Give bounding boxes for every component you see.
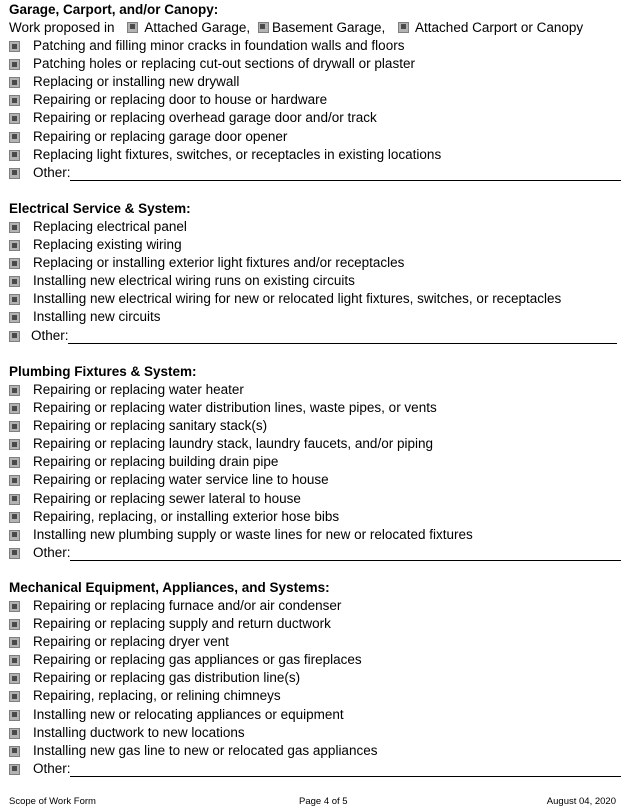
mechanical-item	[9, 651, 621, 669]
garage-item	[9, 109, 621, 127]
plumbing-item-label: Installing new plumbing supply or waste lines for new or relocated fixtures	[33, 526, 473, 542]
mechanical-item-checkbox[interactable]	[9, 655, 20, 666]
mechanical-item	[9, 669, 621, 687]
plumbing-item-label: Repairing or replacing water service line to house	[33, 472, 329, 488]
plumbing-item-label: Repairing or replacing laundry stack, laundry faucets, and/or piping	[33, 436, 433, 452]
plumbing-item	[9, 399, 621, 417]
mechanical-item-checkbox[interactable]	[9, 746, 20, 757]
mechanical-item-label: Repairing or replacing supply and return ductwork	[33, 616, 331, 632]
garage-item-checkbox[interactable]	[9, 132, 20, 143]
plumbing-item	[9, 526, 621, 544]
work-proposed-row	[9, 19, 621, 37]
plumbing-item-checkbox[interactable]	[9, 385, 20, 396]
garage-other-row	[9, 164, 621, 182]
garage-heading: Garage, Carport, and/or Canopy:	[9, 2, 219, 17]
plumbing-item-checkbox[interactable]	[9, 512, 20, 523]
mechanical-item-checkbox[interactable]	[9, 637, 20, 648]
garage-items	[9, 37, 621, 164]
basement-garage-checkbox[interactable]	[258, 22, 269, 33]
electrical-other-checkbox[interactable]	[9, 331, 20, 342]
mechanical-item-label: Repairing or replacing gas distribution line(s)	[33, 670, 301, 686]
mechanical-item	[9, 706, 621, 724]
mechanical-other-label: Other:	[33, 760, 71, 776]
plumbing-item-label: Repairing or replacing water distribution lines, waste pipes, or vents	[33, 400, 437, 416]
mechanical-items	[9, 597, 621, 760]
attached-garage-checkbox[interactable]	[127, 22, 138, 33]
garage-other-label: Other:	[33, 164, 71, 180]
electrical-item	[9, 254, 621, 272]
electrical-item	[9, 218, 621, 236]
mechanical-item-label: Repairing or replacing gas appliances or gas fireplaces	[33, 652, 362, 668]
garage-item-checkbox[interactable]	[9, 41, 20, 52]
plumbing-item-checkbox[interactable]	[9, 403, 20, 414]
plumbing-item	[9, 453, 621, 471]
basement-garage-label: Basement Garage,	[271, 20, 386, 35]
plumbing-item-checkbox[interactable]	[9, 439, 20, 450]
plumbing-item-checkbox[interactable]	[9, 494, 20, 505]
plumbing-heading: Plumbing Fixtures & System:	[9, 364, 197, 379]
electrical-section	[9, 200, 621, 345]
electrical-item-checkbox[interactable]	[9, 258, 20, 269]
garage-item	[9, 55, 621, 73]
garage-item-checkbox[interactable]	[9, 59, 20, 70]
electrical-item-label: Installing new circuits	[33, 309, 161, 325]
mechanical-other-input[interactable]	[70, 762, 621, 777]
garage-item-label: Repairing or replacing door to house or hardware	[33, 92, 328, 108]
plumbing-item-label: Repairing, replacing, or installing exterior hose bibs	[33, 508, 340, 524]
garage-item-checkbox[interactable]	[9, 95, 20, 106]
garage-item-checkbox[interactable]	[9, 150, 20, 161]
plumbing-other-input[interactable]	[70, 546, 621, 561]
electrical-item	[9, 236, 621, 254]
mechanical-heading: Mechanical Equipment, Appliances, and Systems:	[9, 580, 330, 595]
plumbing-item-checkbox[interactable]	[9, 475, 20, 486]
mechanical-section	[9, 579, 621, 778]
electrical-item-label: Installing new electrical wiring for new or relocated light fixtures, switches, or receptacles	[33, 291, 562, 307]
mechanical-other-row	[9, 760, 621, 778]
garage-item	[9, 128, 621, 146]
plumbing-item-checkbox[interactable]	[9, 421, 20, 432]
plumbing-items	[9, 381, 621, 544]
plumbing-item-checkbox[interactable]	[9, 530, 20, 541]
mechanical-item-checkbox[interactable]	[9, 728, 20, 739]
electrical-item-label: Replacing or installing exterior light fixtures and/or receptacles	[33, 255, 405, 271]
work-proposed-label: Work proposed in	[9, 20, 115, 35]
plumbing-item	[9, 508, 621, 526]
mechanical-item-checkbox[interactable]	[9, 619, 20, 630]
mechanical-item	[9, 633, 621, 651]
plumbing-other-checkbox[interactable]	[9, 548, 20, 559]
electrical-item-label: Installing new electrical wiring runs on existing circuits	[33, 273, 355, 289]
footer-date: August 04, 2020	[546, 796, 616, 807]
mechanical-item	[9, 687, 621, 705]
electrical-item-checkbox[interactable]	[9, 294, 20, 305]
mechanical-item-checkbox[interactable]	[9, 710, 20, 721]
garage-item-label: Repairing or replacing overhead garage door and/or track	[33, 110, 377, 126]
garage-item-checkbox[interactable]	[9, 77, 20, 88]
mechanical-item	[9, 597, 621, 615]
plumbing-section	[9, 363, 621, 562]
electrical-other-label: Other:	[31, 327, 69, 343]
plumbing-item	[9, 471, 621, 489]
footer-page-number: Page 4 of 5	[299, 796, 348, 807]
garage-item-label: Replacing or installing new drywall	[33, 74, 240, 90]
electrical-item	[9, 290, 621, 308]
plumbing-item	[9, 417, 621, 435]
attached-carport-label: Attached Carport or Canopy	[415, 20, 584, 35]
electrical-other-input[interactable]	[68, 329, 617, 344]
electrical-item-checkbox[interactable]	[9, 312, 20, 323]
plumbing-item-label: Repairing or replacing building drain pipe	[33, 454, 279, 470]
electrical-item-checkbox[interactable]	[9, 222, 20, 233]
plumbing-item-label: Repairing or replacing sewer lateral to house	[33, 490, 301, 506]
garage-item	[9, 73, 621, 91]
plumbing-item	[9, 381, 621, 399]
garage-item-label: Patching holes or replacing cut-out sections of drywall or plaster	[33, 56, 415, 72]
plumbing-item-checkbox[interactable]	[9, 457, 20, 468]
mechanical-item-checkbox[interactable]	[9, 673, 20, 684]
garage-other-checkbox[interactable]	[9, 168, 20, 179]
mechanical-item	[9, 615, 621, 633]
garage-item-label: Replacing light fixtures, switches, or receptacles in existing locations	[33, 146, 442, 162]
plumbing-item-label: Repairing or replacing sanitary stack(s)	[33, 418, 268, 434]
mechanical-item-label: Installing ductwork to new locations	[33, 724, 245, 740]
electrical-item	[9, 308, 621, 326]
garage-item-checkbox[interactable]	[9, 113, 20, 124]
plumbing-other-label: Other:	[33, 544, 71, 560]
mechanical-item-label: Installing new gas line to new or relocated gas appliances	[33, 742, 378, 758]
mechanical-item-label: Repairing, replacing, or relining chimneys	[33, 688, 281, 704]
mechanical-other-checkbox[interactable]	[9, 764, 20, 775]
mechanical-item-checkbox[interactable]	[9, 691, 20, 702]
garage-item	[9, 37, 621, 55]
garage-section	[9, 1, 621, 182]
electrical-other-row	[9, 327, 621, 345]
garage-item-label: Patching and filling minor cracks in foundation walls and floors	[33, 38, 405, 54]
electrical-items	[9, 218, 621, 327]
mechanical-item	[9, 742, 621, 760]
plumbing-item	[9, 435, 621, 453]
electrical-heading: Electrical Service & System:	[9, 201, 191, 216]
garage-item-label: Repairing or replacing garage door opener	[33, 128, 288, 144]
mechanical-item-label: Repairing or replacing furnace and/or air condenser	[33, 598, 342, 613]
mechanical-item-label: Installing new or relocating appliances or equipment	[33, 706, 344, 722]
footer-form-name: Scope of Work Form	[9, 796, 96, 807]
plumbing-item	[9, 490, 621, 508]
electrical-item-checkbox[interactable]	[9, 240, 20, 251]
plumbing-item-label: Repairing or replacing water heater	[33, 382, 244, 397]
mechanical-item-checkbox[interactable]	[9, 601, 20, 612]
electrical-item-label: Replacing electrical panel	[33, 219, 187, 234]
attached-garage-label: Attached Garage,	[144, 20, 251, 35]
plumbing-other-row	[9, 544, 621, 562]
garage-item	[9, 146, 621, 164]
mechanical-item-label: Repairing or replacing dryer vent	[33, 634, 229, 650]
electrical-item	[9, 272, 621, 290]
attached-carport-checkbox[interactable]	[398, 22, 409, 33]
mechanical-item	[9, 724, 621, 742]
garage-other-input[interactable]	[70, 166, 621, 181]
garage-item	[9, 91, 621, 109]
electrical-item-label: Replacing existing wiring	[33, 237, 182, 253]
electrical-item-checkbox[interactable]	[9, 276, 20, 287]
